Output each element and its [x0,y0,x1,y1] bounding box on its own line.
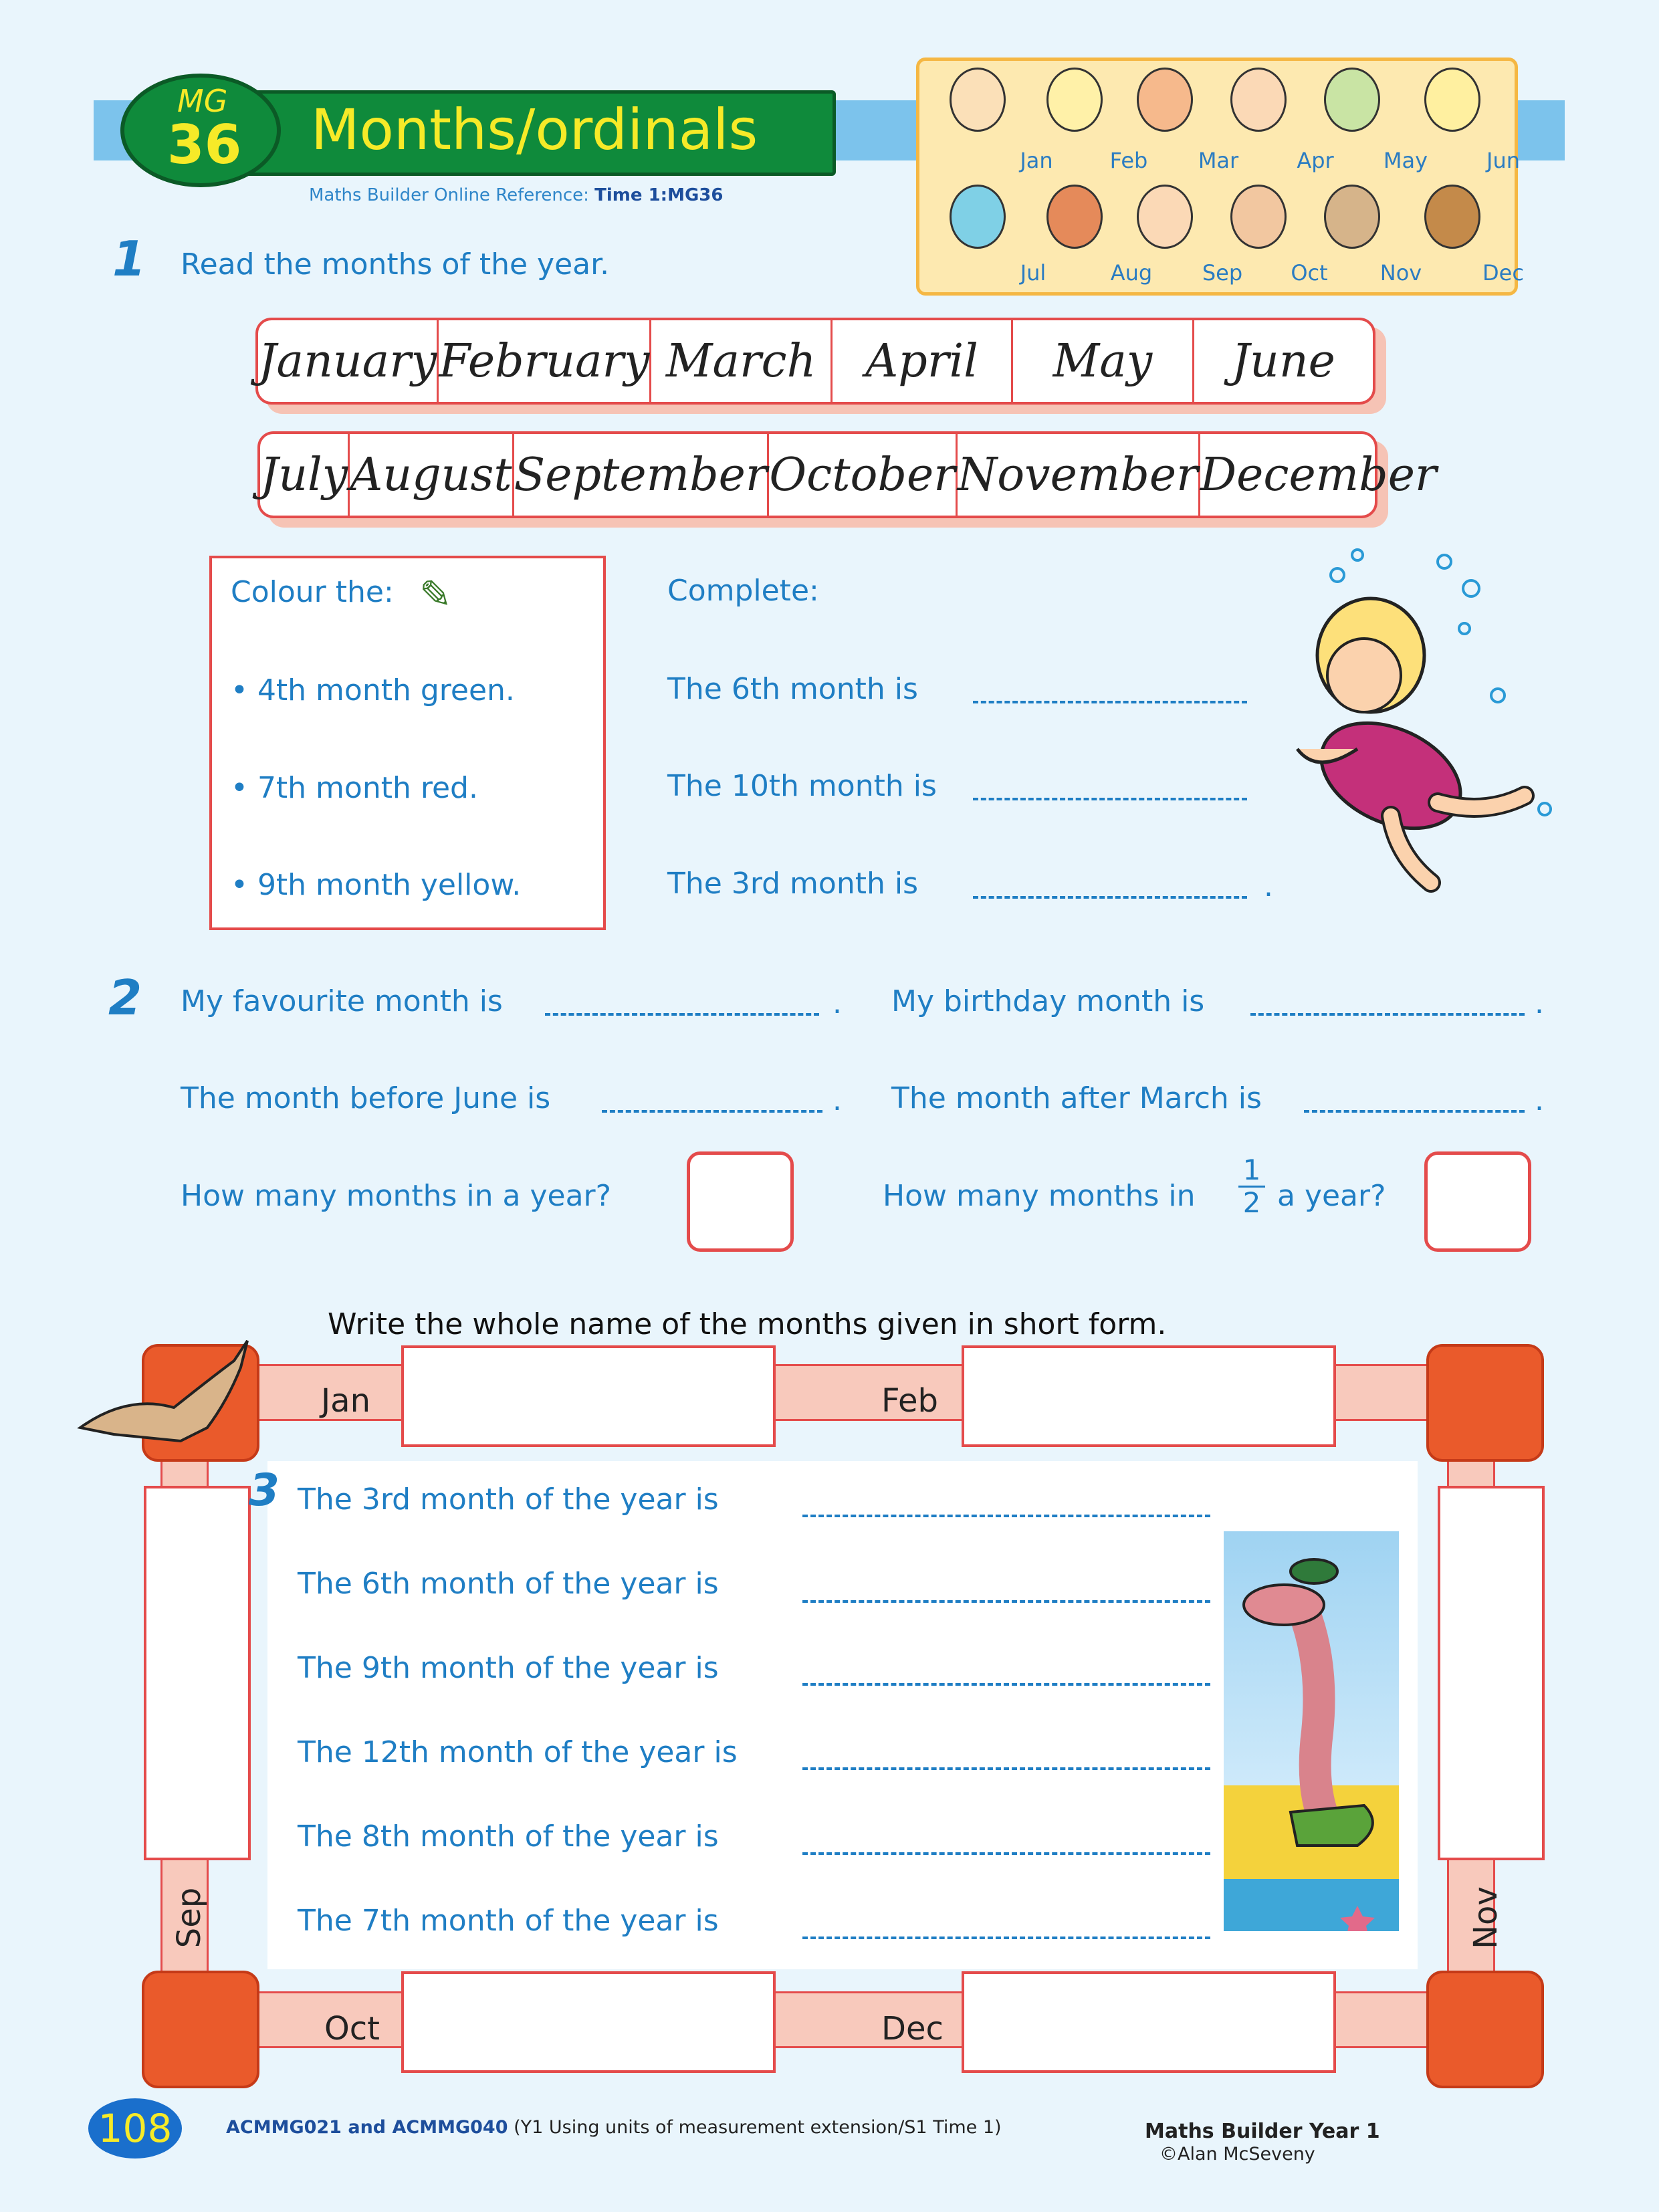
month-faces-panel [916,58,1524,296]
frame-label-nov [1461,1872,1528,1953]
month-cell: August [350,434,514,516]
favourite-month-prompt: My favourite month is [181,984,503,1018]
answer-line[interactable] [973,896,1247,899]
months-in-year-prompt: How many months in a year? [181,1179,611,1213]
months-in-year-answer-box[interactable] [687,1151,794,1252]
kangaroo-illustration [74,1327,261,1461]
half-year-answer-box[interactable] [1424,1151,1531,1252]
q1-instruction: Read the months of the year. [181,247,610,282]
pencil-icon: ✎ [419,572,452,617]
month-cell: September [514,434,770,516]
complete-item: The 3rd month is [667,867,918,901]
face-label: Mar [1198,148,1239,173]
online-reference [309,185,723,205]
oct-answer-box[interactable] [401,1971,776,2073]
frame-label-sep-text: Sep [171,1887,209,1949]
curriculum-codes-rest: (Y1 Using units of measurement extension/S1 Time 1) [508,2117,1002,2138]
face-apr-illustration [1230,68,1287,132]
question-number-1: 1 [112,231,146,287]
period: . [1264,869,1273,903]
face-label: Jun [1486,148,1520,173]
book-title: Maths Builder Year 1 [1145,2120,1380,2143]
q3-item: The 3rd month of the year is [298,1482,719,1517]
month-before-june-answer[interactable] [602,1110,822,1113]
months-row-2 [257,431,1437,518]
face-jan-illustration [950,68,1006,132]
q3-item: The 7th month of the year is [298,1904,719,1938]
worm-beach-illustration [1224,1531,1399,1931]
face-label: May [1383,148,1428,173]
face-may-illustration [1324,68,1380,132]
bird-corner-tile [1426,1971,1544,2088]
face-label: Oct [1291,260,1328,286]
topic-number: 36 [167,114,242,176]
echidna-corner-tile [1426,1344,1544,1462]
topic-code: MG [177,83,228,119]
q3-answer-line[interactable] [802,1683,1210,1686]
half-year-prompt-start: How many months in [883,1179,1196,1213]
complete-item: The 6th month is [667,672,918,706]
jan-answer-box[interactable] [401,1345,776,1447]
face-oct-illustration [1230,185,1287,249]
q3-answer-line[interactable] [802,1515,1210,1517]
face-label: Nov [1379,260,1422,286]
month-cell: February [439,320,651,402]
swimmer-girl-illustration [1257,535,1578,896]
complete-heading: Complete: [667,574,819,608]
face-jul-illustration [950,185,1006,249]
q3-item: The 12th month of the year is [298,1735,738,1769]
month-cell: November [958,434,1200,516]
period: . [833,986,842,1020]
frame-label-sep [166,1872,233,1953]
half-fraction [1238,1155,1265,1218]
colour-task-box [209,556,606,930]
period: . [1535,986,1544,1020]
fraction-numerator: 1 [1242,1153,1261,1186]
frame-label-jan: Jan [321,1382,370,1420]
page-number: 108 [88,2098,182,2159]
colour-item[interactable]: • 4th month green. [231,673,515,707]
q3-answer-line[interactable] [802,1937,1210,1939]
face-label: Apr [1297,148,1334,173]
period: . [833,1083,842,1117]
q3-item: The 8th month of the year is [298,1819,719,1854]
frame-label-oct: Oct [324,2010,380,2048]
face-nov-illustration [1324,185,1380,249]
answer-line[interactable] [973,701,1247,703]
birthday-month-answer[interactable] [1250,1013,1525,1016]
reference-prefix: Maths Builder Online Reference: [309,185,595,205]
birthday-month-prompt: My birthday month is [891,984,1205,1018]
face-aug-illustration [1046,185,1103,249]
q3-answer-line[interactable] [802,1767,1210,1770]
reference-code: Time 1:MG36 [594,185,724,205]
colour-item[interactable]: • 7th month red. [231,771,478,805]
face-label: Sep [1202,260,1243,286]
question-number-2: 2 [108,970,142,1026]
face-mar-illustration [1137,68,1193,132]
face-jun-illustration [1424,68,1480,132]
lizard-corner-tile [142,1971,259,2088]
q3-item: The 6th month of the year is [298,1567,719,1601]
page-title: Months/ordinals [311,97,758,162]
q3-answer-line[interactable] [802,1600,1210,1603]
month-cell: June [1231,334,1335,388]
month-cell: July [260,434,350,516]
nov-answer-box[interactable] [1438,1486,1545,1860]
month-after-march-prompt: The month after March is [891,1081,1262,1115]
fraction-denominator: 2 [1238,1186,1265,1218]
complete-item: The 10th month is [667,769,937,803]
half-year-prompt-end: a year? [1277,1179,1386,1213]
months-row-1 [255,318,1375,405]
month-cell: December [1200,448,1437,502]
frame-label-dec: Dec [881,2010,944,2048]
face-label: Jan [1020,148,1053,173]
face-sep-illustration [1137,185,1193,249]
q3-instruction: Write the whole name of the months given in short form. [328,1307,1167,1341]
favourite-month-answer[interactable] [545,1013,819,1016]
feb-answer-box[interactable] [962,1345,1336,1447]
face-label: Jul [1020,260,1046,286]
face-feb-illustration [1046,68,1103,132]
colour-item[interactable]: • 9th month yellow. [231,868,522,902]
question-number-3: 3 [249,1464,280,1516]
frame-label-feb: Feb [881,1382,938,1420]
frame-label-nov-text: Nov [1466,1886,1505,1949]
q3-answer-line[interactable] [802,1852,1210,1855]
period: . [1535,1083,1544,1117]
dec-answer-box[interactable] [962,1971,1336,2073]
month-cell: January [258,320,439,402]
curriculum-codes-bold: ACMMG021 and ACMMG040 [226,2117,508,2138]
colour-heading: Colour the: [231,575,394,609]
face-label: Aug [1110,260,1153,286]
q3-item: The 9th month of the year is [298,1651,719,1685]
answer-line[interactable] [973,798,1247,800]
author: ©Alan McSeveny [1159,2144,1315,2165]
curriculum-codes [226,2117,1002,2138]
month-cell: May [1013,320,1194,402]
face-dec-illustration [1424,185,1480,249]
month-cell: April [833,320,1013,402]
month-before-june-prompt: The month before June is [181,1081,551,1115]
face-label: Dec [1482,260,1524,286]
sep-answer-box[interactable] [144,1486,251,1860]
month-cell: October [769,434,957,516]
month-after-march-answer[interactable] [1304,1110,1525,1113]
face-label: Feb [1109,148,1148,173]
month-cell: March [651,320,832,402]
